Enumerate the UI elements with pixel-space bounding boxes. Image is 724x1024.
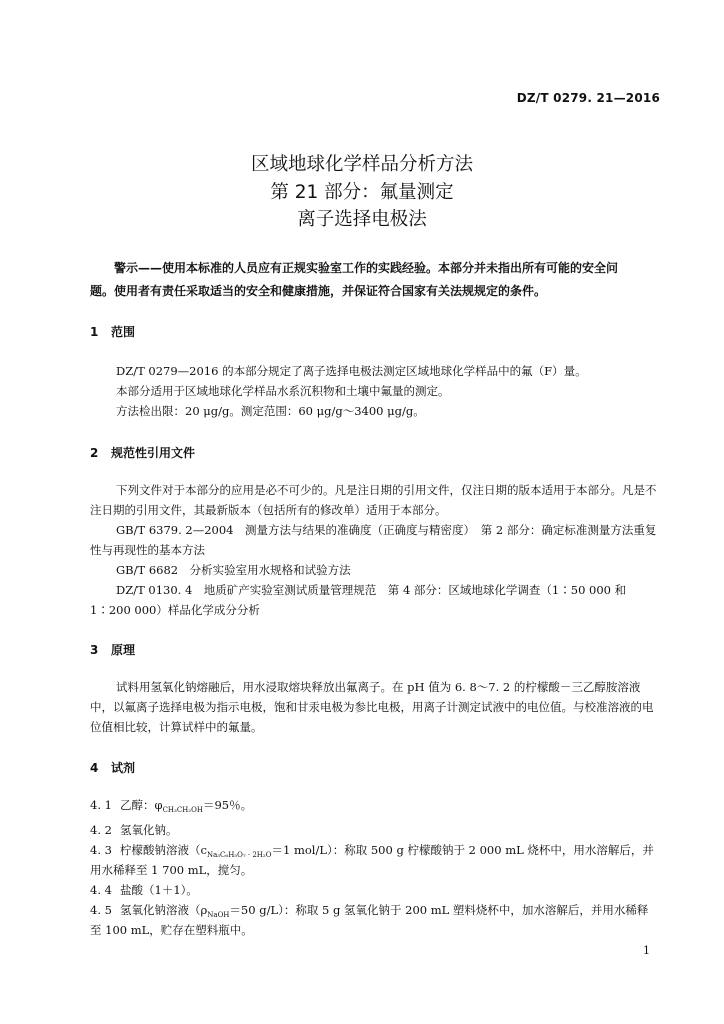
document-title-line-2: 第 21 部分：氟量测定 <box>270 182 454 203</box>
reagent-number: 4. 3 <box>90 843 112 857</box>
section-3-heading <box>90 641 135 658</box>
reagent-text: 氢氧化钠溶液（ρ <box>120 903 208 917</box>
reagent-number: 4. 4 <box>90 883 112 897</box>
reagent-number: 4. 1 <box>90 798 112 812</box>
section-1-paragraph-3: 方法检出限：20 μg/g。测定范围：60 μg/g～3400 μg/g。 <box>116 404 425 418</box>
section-1-heading <box>90 323 135 340</box>
section-1-paragraph-2: 本部分适用于区域地球化学样品水系沉积物和土壤中氟量的测定。 <box>116 384 450 398</box>
reagent-subscript: NaOH <box>207 911 230 919</box>
page-number: 1 <box>643 944 650 957</box>
reference-dz-t-0130: DZ/T 0130. 4 地质矿产实验室测试质量管理规范 第 4 部分：区域地球化学调查（1∶50 000 和 1∶200 000）样品化学成分分析 <box>90 583 627 617</box>
reference-gb-t-6682: GB/T 6682 分析实验室用水规格和试验方法 <box>116 563 351 577</box>
section-number: 1 <box>90 325 99 339</box>
reagent-text: 盐酸（1＋1）。 <box>120 883 198 897</box>
reagent-text-end: ＝1 mol/L）：称取 500 g 柠檬酸钠于 2 000 mL 烧杯中，用水溶解后，并 <box>271 843 654 857</box>
reagent-item-continuation: 至 100 mL，贮存在塑料瓶中。 <box>90 923 253 937</box>
section-number: 3 <box>90 643 99 657</box>
section-title: 范围 <box>111 325 136 339</box>
warning-notice <box>90 257 664 303</box>
reagent-item <box>90 902 648 919</box>
reagent-item <box>90 842 654 859</box>
section-title: 规范性引用文件 <box>111 446 196 460</box>
reagent-number: 4. 5 <box>90 903 112 917</box>
reagent-text: 氢氧化钠。 <box>120 823 178 837</box>
reagent-subscript: CH₃CH₂OH <box>162 806 203 814</box>
section-1-paragraph-1: DZ/T 0279—2016 的本部分规定了离子选择电极法测定区域地球化学样品中的氟（F）量。 <box>116 364 587 378</box>
document-title-line-1: 区域地球化学样品分析方法 <box>250 154 473 175</box>
reagent-item <box>90 797 252 814</box>
reagent-text: 柠檬酸钠溶液（c <box>120 843 207 857</box>
reference-gb-t-6379: GB/T 6379. 2—2004 测量方法与结果的准确度（正确度与精密度） 第 2 部分：确定标准测量方法重复性与再现性的基本方法 <box>90 523 657 557</box>
reagent-item-continuation: 用水稀释至 1 700 mL，搅匀。 <box>90 863 253 877</box>
section-title: 试剂 <box>111 761 136 775</box>
standard-number: DZ/T 0279. 21—2016 <box>516 91 660 105</box>
reagent-number: 4. 2 <box>90 823 112 837</box>
section-title: 原理 <box>111 643 136 657</box>
section-2-paragraph: 下列文件对于本部分的应用是必不可少的。凡是注日期的引用文件，仅注日期的版本适用于本部分。凡是不注日期的引用文件，其最新版本（包括所有的修改单）适用于本部分。 <box>90 483 657 517</box>
reagent-text-end: ＝50 g/L）：称取 5 g 氢氧化钠于 200 mL 塑料烧杯中，加水溶解后，并用水稀释 <box>229 903 649 917</box>
document-title-line-3: 离子选择电极法 <box>297 209 427 230</box>
section-2-heading <box>90 444 195 461</box>
section-3-body <box>90 677 662 737</box>
reagent-text: 乙醇：φ <box>120 798 163 812</box>
warning-line-2: 题。使用者有责任采取适当的安全和健康措施，并保证符合国家有关法规规定的条件。 <box>90 284 547 298</box>
section-number: 4 <box>90 761 99 775</box>
reagent-item <box>90 822 178 838</box>
section-3-paragraph: 试料用氢氧化钠熔融后，用水浸取熔块释放出氟离子。在 pH 值为 6. 8～7. 2 的柠檬酸－三乙醇胺溶液中，以氟离子选择电极为指示电极，饱和甘汞电极为参比电极，用离子计测定试液中的电位值。与校准溶液的电位值相比较，计算试样中的氟量。 <box>90 680 654 734</box>
section-4-heading <box>90 759 135 776</box>
reagent-text-end: ＝95％。 <box>202 798 253 812</box>
section-2-body <box>90 480 662 620</box>
reagent-subscript: Na₃C₆H₅O₇ · 2H₂O <box>206 851 272 859</box>
section-number: 2 <box>90 446 99 460</box>
reagent-item <box>90 882 198 898</box>
warning-line-1: 警示——使用本标准的人员应有正规实验室工作的实践经验。本部分并未指出所有可能的安全问 <box>114 261 619 275</box>
